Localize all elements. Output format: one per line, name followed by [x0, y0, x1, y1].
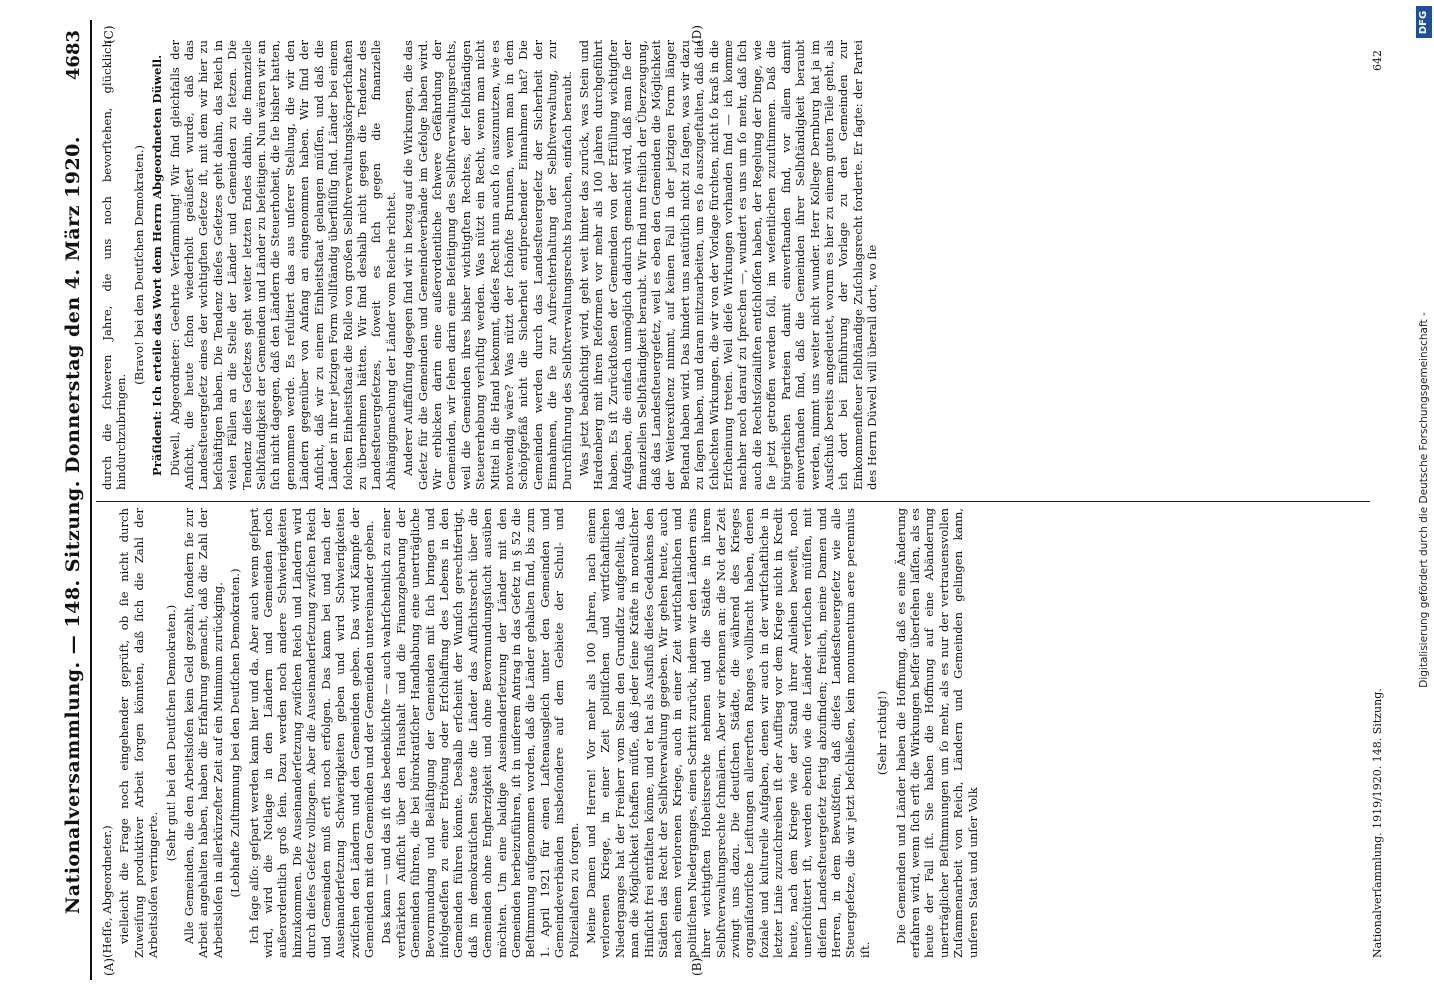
- sidebar-credit-text: Digitalisierung gefördert durch die Deutsche Forschungsgemeinschaft -: [1418, 312, 1430, 688]
- marker-d: (D): [690, 25, 704, 44]
- bottom-page-number: 642: [1371, 50, 1384, 71]
- paragraph: Was jetzt beabſichtigt wird, geht weit hinter das zurück, was Stein und Hardenberg mit ihren Reformen vor mehr als 100 Jahren durchgeführt haben. Es iſt Zurückſtoßen der Gemeinden von der Erfüllung wichtigſter Aufgaben, die einfach unmöglich dadurch gemacht wird, daß man ſie der finanziellen Selbſtändigkeit beraubt. Wir ſind nun freilich der Überzeugung, daß das Landesſteuergeſetz, weil es eben den Gemeinden die Möglichkeit der Weiterexiſtenz nimmt, auf keinen Fall in der jetzigen Form länger Beſtand haben wird. Das hindert uns natürlich nicht zu ſagen, was wir dazu zu ſagen haben, und daran mitzuarbeiten, um es ſo auszugeſtalten, daß die ſchlechten Wirkungen, die wir von der Vorlage fürchten, nicht ſo kraß in die Erſcheinung treten. Weil dieſe Wirkungen vorhanden ſind — ich komme nachher noch darauf zu ſprechen —, wundert es uns um ſo mehr, daß ſich auch die Rechtsſozialiſten entſchloſſen haben, der Regelung der Dinge, wie ſie jetzt getroffen werden ſoll, im weſentlichen zuzuſtimmen. Daß die bürgerlichen Parteien damit einverſtanden ſind, vor allem damit einverſtanden ſind, daß die Gemeinden ihrer Selbſtändigkeit beraubt werden, nimmt uns weiter nicht wunder. Herr Kollege Dernburg hat ja im Ausſchuß bereits angedeutet, worum es hier zu einem guten Teile geht, als ich dort bei Einführung der Vorlage zu den Gemeinden zur Einkommenſteuer ſelbſtändige Zuſchlagsrecht forderte. Er ſagte: der Partei des Herrn Düwell will überall dort, wo ſie: [577, 40, 880, 490]
- right-column: [100, 40, 1370, 490]
- interjection: (Bravo! bei den Deutſchen Demokraten.): [131, 145, 146, 385]
- paragraph: Alle Gemeinden, die den Arbeitsloſen kein Geld gezahlt, ſondern ſie zur Arbeit angehalten haben, haben die Erfahrung gemacht, daß die Zahl der Arbeitsloſen in allerkürzeſter Zeit auf ein Minimum zurückging.: [182, 508, 225, 958]
- interjection: (Sehr richtig!): [875, 690, 890, 776]
- page-footer: Nationalverſammlung. 1919/1920. 148. Sitzung.: [1371, 688, 1384, 958]
- header-rule: [90, 20, 92, 980]
- dfg-badge-label: DFG: [1418, 10, 1430, 34]
- column-divider: [96, 501, 1370, 502]
- header-page-number: 4683: [63, 30, 84, 81]
- speaker-paragraph: Präſident: Ich erteile das Wort dem Herrn Abgeordneten Düwell.: [150, 54, 165, 476]
- page-header: [50, 20, 84, 980]
- paragraph: Die Gemeinden und Länder haben die Hoffnung, daß es eine Änderung erfahren wird, wenn ſich erſt die Wirkungen beſſer überſehen laſſen, als es heute der Fall iſt. Sie haben die Hoffnung auf eine Abänderung unerträglicher Beſtimmungen um ſo mehr, als es nur der vertrauensvollen Zuſammenarbeit von Reich, Ländern und Gemeinden gelingen kann, unſeren Staat und unſer Volk: [893, 508, 980, 958]
- paragraph: durch die ſchweren Jahre, die uns noch bevorſtehen, glücklich hindurchzubringen.: [100, 40, 129, 490]
- paragraph: vielleicht die Frage noch eingehender geprüft, ob ſie nicht durch Zuweiſung produktiver Arbeit ſorgen könnten, daß ſich die Zahl der Arbeitsloſen verringerte.: [117, 508, 161, 958]
- paragraph: Anderer Auffaſſung dagegen ſind wir in bezug auf die Wirkungen, die das Geſetz für die Gemeinden und Gemeindeverbände im Gefolge haben wird. Wir erblicken darin eine außerordentliche ſchwere Gefährdung der Gemeinden, wir ſehen darin eine Beſeitigung des Selbſtverwaltungsrechts, weil die Gemeinden ihres bisher wichtigſten Rechtes, der ſelbſtändigen Steuererhebung verluſtig werden. Was nützt ein Recht, wenn man nicht Mittel in die Hand bekommt, dieſes Recht nun auch ſo auszunutzen, wie es notwendig wäre? Was nützt der ſchönſte Brunnen, wenn man in dem Schöpfgefäß nicht die Sicherheit entſprechender Einnahmen hat? Die Gemeinden werden durch das Landesſteuergeſetz der Sicherheit der Einnahmen, die ſie zur Aufrechterhaltung der Selbſtverwaltung, zur Durchführung des Selbſtverwaltungsrechts brauchen, einfach beraubt.: [401, 40, 574, 490]
- header-title: Nationalversammlung. — 148. Sitzung. Donnerstag den 4. März 1920.: [62, 136, 84, 915]
- paragraph: Ich ſage alſo: geſpart werden kann hier und da. Aber auch wenn geſpart wird, wird die Notlage in den Ländern und Gemeinden noch außerordentlich groß ſein. Dazu werden noch andere Schwierigkeiten hinzukommen. Die Auseinanderſetzung zwiſchen Reich und Ländern wird durch dieſes Geſetz vollzogen. Aber die Auseinanderſetzung zwiſchen Reich und Gemeinden muß erſt noch erfolgen. Das kann bei und nach der Auseinanderſetzung Schwierigkeiten geben und wird Schwierigkeiten zwiſchen den Ländern und den Gemeinden geben. Das wird Kämpfe der Gemeinden mit den Gemeinden und der Gemeinden untereinander geben.: [246, 508, 376, 958]
- interjection: (Lebhafte Zuſtimmung bei den Deutſchen Demokraten.): [228, 568, 243, 898]
- left-column: [100, 508, 1370, 958]
- paragraph: Meine Damen und Herren! Vor mehr als 100 Jahren, nach einem verlorenen Kriege, in einer Zeit politiſchen und wirtſchaftlichen Niederganges hat der Freiherr vom Stein den Grundſatz aufgeſtellt, daß man die Möglichkeit ſchaffen müſſe, daß jeder ſeine Kräfte in moraliſcher Hinſicht frei entfalten könne, und er hat als Ausfluß dieſes Gedankens den Städten das Recht der Selbſtverwaltung gegeben. Wir gehen heute, auch nach einem verlorenen Kriege, auch in einer Zeit wirtſchaftlichen und politiſchen Niederganges, einen Schritt zurück, indem wir den Ländern eins ihrer wichtigſten Hoheitsrechte nehmen und die Städte in ihrem Selbſtverwaltungsrechte ſchmälern. Aber wir erkennen an: die Not der Zeit zwingt uns dazu. Die deutſchen Städte, die während des Krieges organiſatoriſche Leiſtungen allererſten Ranges vollbracht haben, denen ſoziale und kulturelle Aufgaben, denen wir auch in der wirtſchaftliche in letzter Linie zuzuſchreiben iſt der Aufſtieg vor dem Kriege nicht in Kredit heute, nach dem Kriege wie der Stand ihrer Anleihen beweiſt, noch unerſchüttert iſt, werden ebenſo wie die Länder verſuchen müſſen, mit dieſem Landesſteuergeſetz fertig abzufinden; freilich, meine Damen und Herren, in dem Bewußtſein, daß dieſes Landesſteuergeſetz wie alle Steuergeſetze, die wir jetzt beſchließen, kein monumentum aere perennius iſt.: [584, 508, 872, 958]
- dfg-logo-icon: [1416, 6, 1432, 38]
- marker-c: (C): [102, 25, 116, 44]
- speaker-paragraph: Düwell, Abgeordneter: Geehrte Verſammlung! Wir ſind gleichfalls der Anſicht, die heute ſchon wiederholt geäußert wurde, daß das Landesſteuergeſetz eines der wichtigſten Geſetze iſt, mit dem wir hier zu beſchäftigen haben. Die Tendenz dieſes Geſetzes geht dahin, das Reich in vielen Fällen an die Stelle der Länder und Gemeinden zu ſetzen. Die Tendenz dieſes Geſetzes geht weiter letzten Endes dahin, die finanzielle Selbſtändigkeit der Gemeinden und Länder zu beſeitigen. Nun wären wir an ſich nicht dagegen, daß den Ländern die Steuerhoheit, die ſie bisher hatten, genommen werde. Es reſultiert das aus unſerer Stellung, die wir den Ländern gegenüber von Anfang an eingenommen haben. Wir ſind der Anſicht, daß wir zu einem Einheitsſtaat gelangen müſſen, und daß die Länder in ihrer jetzigen Form vollſtändig überflüſſig ſind. Länder bei einem ſolchen Einheitsſtaat die Rolle von großen Selbſtverwaltungskörperſchaften zu übernehmen hätten. Wir ſind deshalb nicht gegen die Tendenz des Landesſteuergeſetzes, ſoweit es ſich gegen die finanzielle Abhängigmachung der Länder vom Reiche richtet.: [167, 40, 398, 490]
- paragraph: (Heſſe, Abgeordneter.): [100, 825, 114, 958]
- marker-b: (B): [690, 957, 704, 976]
- interjection: (Sehr gut! bei den Deutſchen Demokraten.): [163, 604, 178, 862]
- document-sheet: [50, 20, 1390, 980]
- paragraph: Das kann — und das iſt das bedenklichſte — auch wahrſcheinlich zu einer verſtärkten Aufſicht über den Haushalt und die Finanzgebarung der Gemeinden führen, die bei bürokratiſcher Handhabung eine unerträgliche Bevormundung und Beläſtigung der Gemeinden mit ſich bringen und infolgedeſſen zu einer Ertötung oder Erſchlaffung des Lebens in den Gemeinden führen könnte. Deshalb erſcheint der Wunſch gerechtfertigt, daß im demokratiſchen Staate die Länder das Aufſichtsrecht über die Gemeinden ohne Engherzigkeit und ohne Bevormundungsſucht ausüben möchten. Um eine baldige Auseinanderſetzung der Länder mit den Gemeinden herbeizuführen, iſt in unſerem Antrag in das Geſetz in § 52 die Beſtimmung aufgenommen worden, daß die Länder gehalten ſind, bis zum 1. April 1921 für einen Laſtenausgleich unter den Gemeinden und Gemeindeverbänden insbeſondere auf dem Gebiete der Schul- und Polizeilaſten zu ſorgen.: [379, 508, 581, 958]
- marker-a: (A): [102, 957, 116, 976]
